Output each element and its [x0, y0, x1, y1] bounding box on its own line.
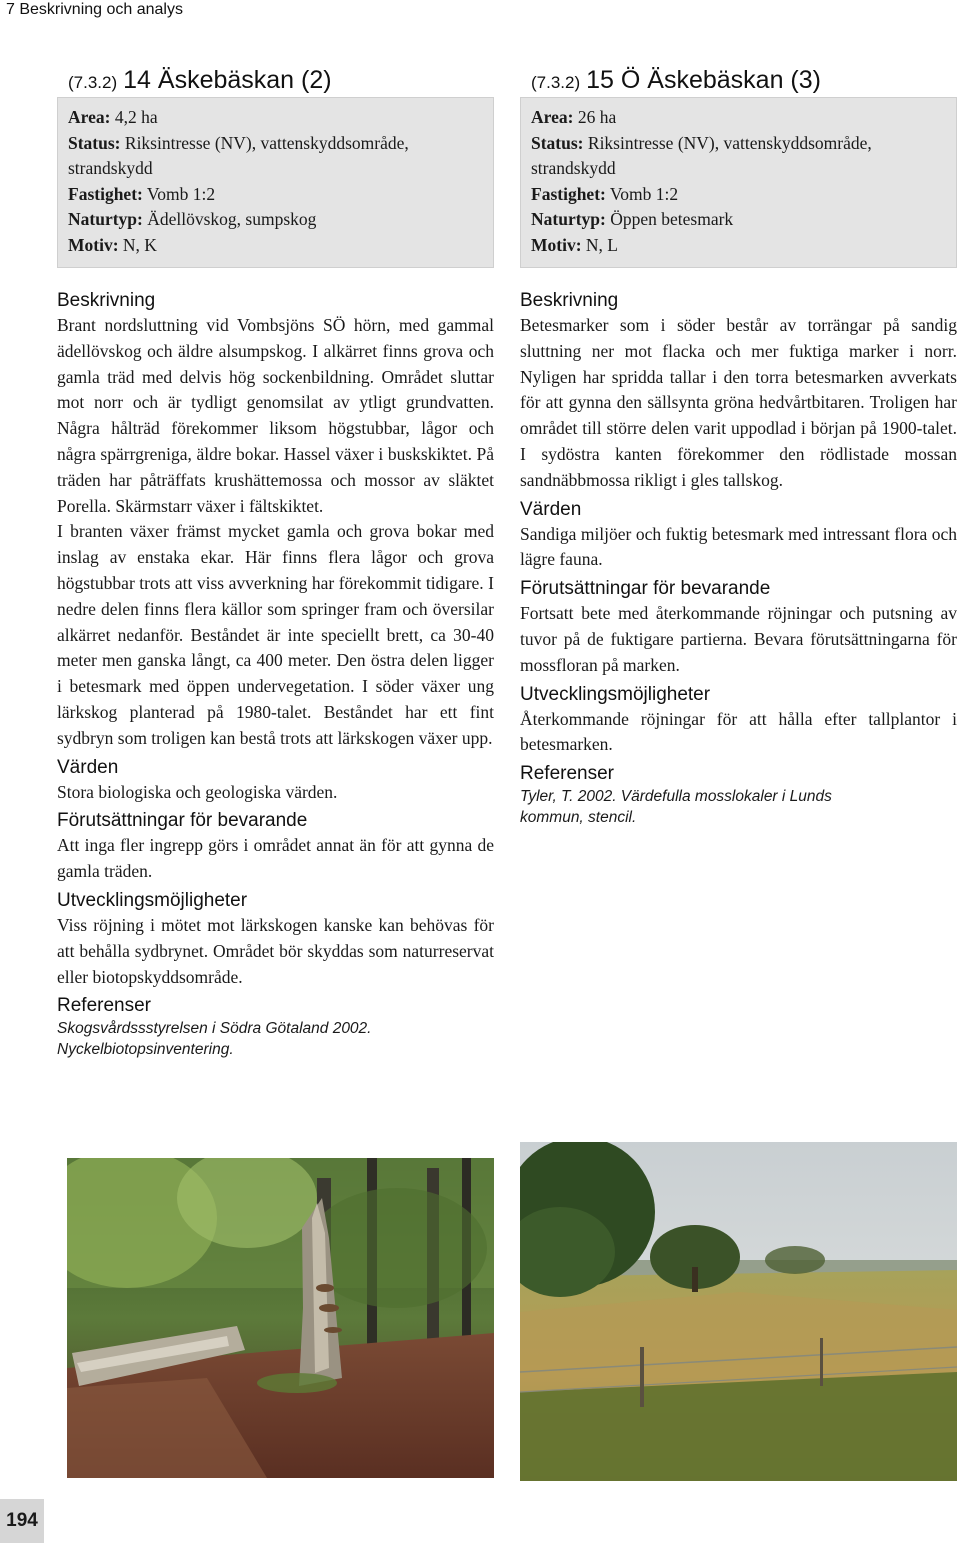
heading-varden: Värden: [520, 498, 582, 520]
fact-motiv: Motiv: N, K: [68, 234, 157, 255]
fact-status: Status: Riksintresse (NV), vattenskyddsområde,: [531, 132, 872, 153]
heading-forutsattningar: Förutsättningar för bevarande: [57, 810, 308, 832]
heading-varden: Värden: [57, 756, 119, 778]
heading-forutsattningar: Förutsättningar för bevarande: [520, 578, 771, 600]
fact-status-cont: strandskydd: [68, 158, 153, 178]
heading-utveckling: Utvecklingsmöjligheter: [520, 683, 711, 705]
site-name: 15 Ö Äskebäskan (3): [586, 66, 821, 94]
paragraph-forutsattningar: Fortsatt bete med återkommande röjningar och putsning av tuvor på de fuktigare partierna. Bevara förutsättningarna för mossfloran på marken.: [520, 603, 957, 675]
heading-referenser: Referenser: [57, 995, 151, 1017]
photo-open-pasture: [520, 1142, 957, 1481]
fact-status-cont: strandskydd: [531, 158, 616, 178]
section-number: (7.3.2): [531, 73, 581, 92]
paragraph-description-2: I branten växer främst mycket gamla och grova bokar med inslag av enstaka ekar. Här finns flera lågor och grova högstubbar trots att viss avverkning har förekommit tidigare. I nedre delen finns flera källor som springer fram och översilar alkärret nedanför. Beståndet är inte speciellt brett, ca 30-40 meter men ganska långt, ca 400 meter. Den östra delen ligger i betesmark med öppen undervegetation. I söder växer ung lärkskog planterad på 1980-talet. Beståndet har ett fint sydbryn som troligen kan bestå trots att lärkskogen växer upp.: [57, 521, 494, 748]
heading-beskrivning: Beskrivning: [57, 290, 156, 311]
site-name: 14 Äskebäskan (2): [123, 66, 332, 94]
fact-fastighet: Fastighet: Vomb 1:2: [68, 183, 216, 204]
body-left: [57, 289, 494, 1060]
fact-naturtyp: Naturtyp: Öppen betesmark: [531, 209, 734, 229]
running-head: 7 Beskrivning och analys: [6, 1, 183, 18]
reference-line-1: Skogsvårdssstyrelsen i Södra Götaland 2002.: [57, 1020, 372, 1038]
facts-box-right: [520, 97, 957, 268]
fact-fastighet: Fastighet: Vomb 1:2: [531, 183, 679, 204]
reference-line-2: kommun, stencil.: [520, 809, 637, 827]
paragraph-forutsattningar: Att inga fler ingrepp görs i området annat än för att gynna de gamla träden.: [57, 835, 494, 882]
heading-referenser: Referenser: [520, 763, 614, 785]
fact-area: Area: 4,2 ha: [68, 107, 158, 127]
section-number: (7.3.2): [68, 73, 118, 92]
site-title-left: [68, 68, 332, 93]
page-number: 194: [0, 1499, 44, 1543]
paragraph-utveckling: Återkommande röjningar för att hålla efter tallplantor i betesmarken.: [520, 708, 957, 755]
site-title-right: [531, 68, 821, 93]
reference-line-1: Tyler, T. 2002. Värdefulla mosslokaler i Lunds: [520, 788, 832, 806]
heading-utveckling: Utvecklingsmöjligheter: [57, 889, 248, 911]
heading-beskrivning: Beskrivning: [520, 290, 619, 311]
paragraph-utveckling: Viss röjning i mötet mot lärkskogen kanske kan behövas för att behålla sydbrynet. Området bör skyddas som naturreservat eller biotopskyddsområde.: [57, 914, 494, 987]
paragraph-varden: Sandiga miljöer och fuktig betesmark med intressant flora och lägre fauna.: [520, 523, 957, 570]
photo-beech-forest: [67, 1158, 494, 1478]
fact-area: Area: 26 ha: [531, 107, 617, 127]
body-right: [520, 289, 957, 828]
fact-status: Status: Riksintresse (NV), vattenskyddsområde,: [68, 132, 409, 153]
paragraph-description: Betesmarker som i söder består av torrängar på sandig sluttning ner mot flacka och mer fuktiga marker i norr. Nyligen har spridda tallar i den torra betesmarken avverkats för att gynna den sällsynta gröna hedvårtbitaren. Troligen har området till större delen varit uppodlad i början på 1900-talet. I sydöstra kanten förekommer den rödlistade mossan sandnäbbmossa rikligt i gles tallskog.: [520, 315, 957, 490]
reference-line-2: Nyckelbiotopsinventering.: [57, 1041, 234, 1059]
fact-naturtyp: Naturtyp: Ädellövskog, sumpskog: [68, 209, 317, 229]
facts-box-left: [57, 97, 494, 268]
fact-motiv: Motiv: N, L: [531, 234, 618, 255]
paragraph-description-1: Brant nordsluttning vid Vombsjöns SÖ hörn, med gammal ädellövskog och äldre alsumpskog. I alkärret finns grova och gamla träd med delvis hög sockenbildning. Området sluttar mot norr och är tydligt genomsilat av ytligt grundvatten. Några hålträd förekommer liksom högstubbar, lågor och några spärrgreniga, äldre bokar. Hassel växer i buskskiktet. På träden har påträffats krushättemossa och mossor av släktet Porella. Skärmstarr växer i fältskiktet.: [57, 315, 494, 516]
paragraph-varden: Stora biologiska och geologiska värden.: [57, 781, 338, 802]
